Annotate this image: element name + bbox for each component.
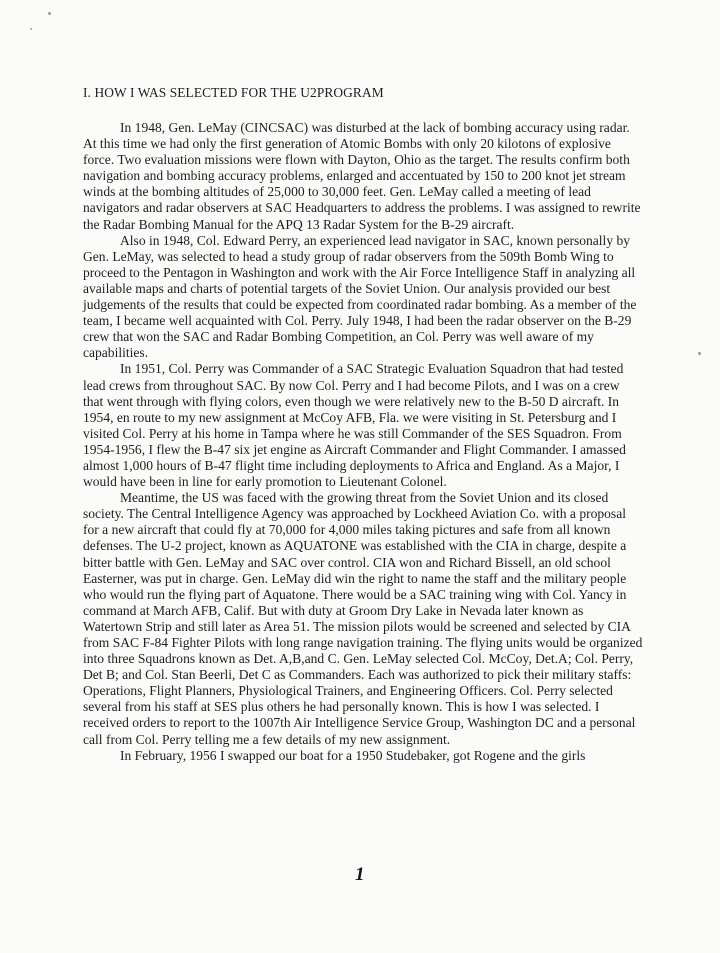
scan-speck [48,12,51,15]
paragraph-1: In 1948, Gen. LeMay (CINCSAC) was disturbed at the lack of bombing accuracy using radar. At this time we had only the first generation of Atomic Bombs with only 20 kilotons of explosive force. Two evaluation missions were flown with Dayton, Ohio as the target. The results confirm both navigation and bombing accuracy problems, enlarged and accentuated by 150 to 200 knot jet stream winds at the bombing altitudes of 25,000 to 30,000 feet. Gen. LeMay called a meeting of lead navigators and radar observers at SAC Headquarters to address the problems. I was assigned to rewrite the Radar Bombing Manual for the APQ 13 Radar System for the B-29 aircraft. [83,120,641,232]
paragraph-4: Meantime, the US was faced with the growing threat from the Soviet Union and its closed society. The Central Intelligence Agency was approached by Lockheed Aviation Co. with a proposal for a new aircraft that could fly at 70,000 for 4,000 miles taking pictures and safe from all known defenses. The U-2 project, known as AQUATONE was established with the CIA in charge, despite a bitter battle with Gen. LeMay and SAC over control. CIA won and Richard Bissell, an old school Easterner, was put in charge. Gen. LeMay did win the right to name the staff and the military people who would run the flying part of Aquatone. There would be a SAC training wing with Col. Yancy in command at March AFB, Calif. But with duty at Groom Dry Lake in Nevada later known as Watertown Strip and still later as Area 51. The mission pilots would be screened and selected by CIA from SAC F-84 Fighter Pilots with long range navigation training. The flying units would be organized into three Squadrons known as Det. A,B,and C. Gen. LeMay selected Col. McCoy, Det.A; Col. Perry, Det B; and Col. Stan Beerli, Det C as Commanders. Each was authorized to pick their military staffs: Operations, Flight Planners, Physiological Trainers, and Engineering Officers. Col. Perry selected several from his staff at SES plus others he had personally known. This is how I was selected. I received orders to report to the 1007th Air Intelligence Service Group, Washington DC and a personal call from Col. Perry telling me a few details of my new assignment. [83,490,643,747]
paragraph-5: In February, 1956 I swapped our boat for a 1950 Studebaker, got Rogene and the girls [120,747,586,763]
page-number: 1 [355,864,365,885]
paragraph-2: Also in 1948, Col. Edward Perry, an experienced lead navigator in SAC, known personally by Gen. LeMay, was selected to head a study group of radar observers from the 509th Bomb Wing to proceed to the Pentagon in Washington and work with the Air Force Intelligence Staff in analyzing all available maps and charts of potential targets of the Soviet Union. Our analysis provided our best judgements of the results that could be expected from coordinated radar bombing. As a member of the team, I became well acquainted with Col. Perry. July 1948, I had been the radar observer on the B-29 crew that won the SAC and Radar Bombing Competition, an Col. Perry was well aware of my capabilities. [83,232,637,361]
section-heading: I. HOW I WAS SELECTED FOR THE U2PROGRAM [83,85,384,100]
paragraph-3: In 1951, Col. Perry was Commander of a SAC Strategic Evaluation Squadron that had tested lead crews from throughout SAC. By now Col. Perry and I had become Pilots, and I was on a crew that went through with flying colors, even though we were relatively new to the B-50 D aircraft. In 1954, en route to my new assignment at McCoy AFB, Fla. we were visiting in St. Petersburg and I visited Col. Perry at his home in Tampa where he was still Commander of the SES Squadron. From 1954-1956, I flew the B-47 six jet engine as Aircraft Commander and Flight Commander. I amassed almost 1,000 hours of B-47 flight time including deployments to Africa and England. As a Major, I would have been in line for early promotion to Lieutenant Colonel. [83,361,626,490]
scan-speck [30,28,32,30]
scan-speck [698,352,701,355]
body-text [83,120,643,764]
